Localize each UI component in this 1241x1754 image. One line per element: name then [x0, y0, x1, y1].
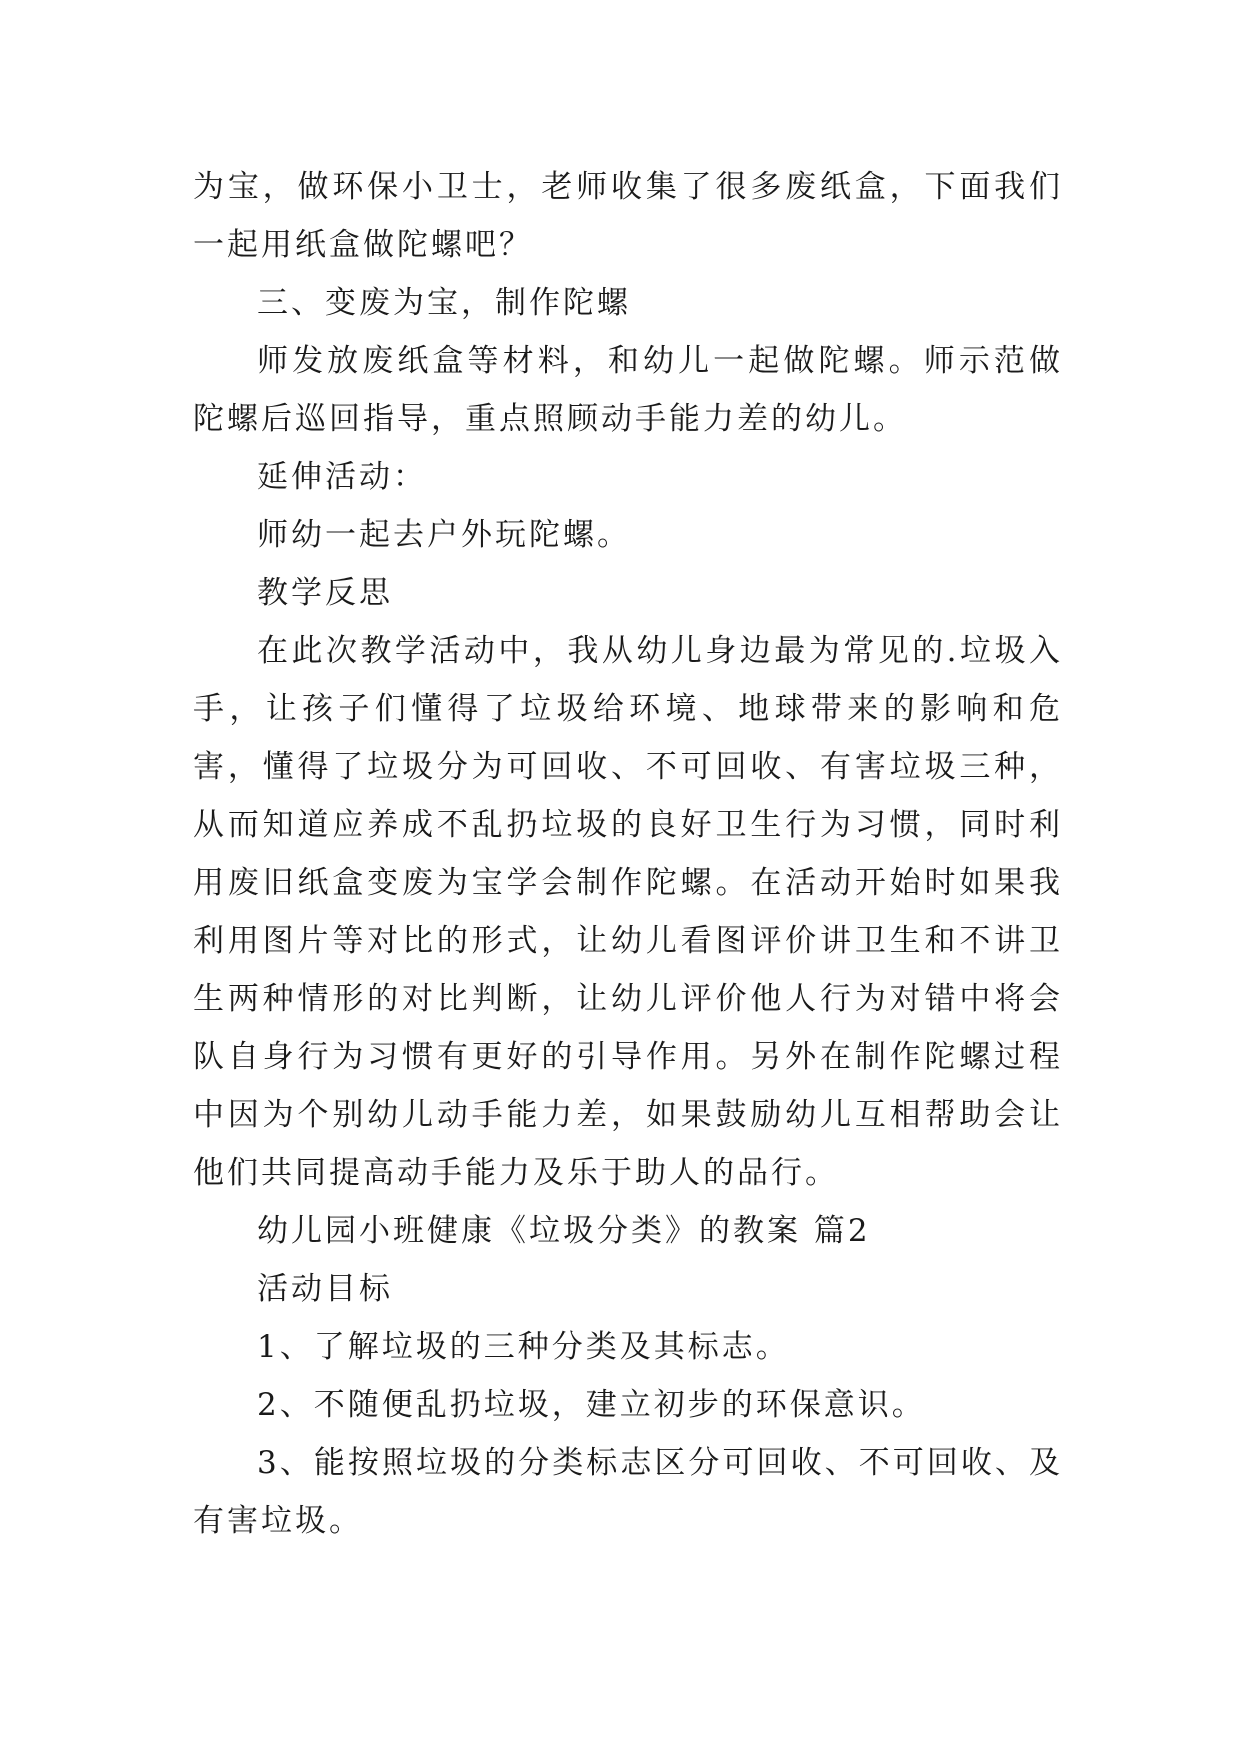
goal-item: 3、能按照垃圾的分类标志区分可回收、不可回收、及有害垃圾。 [193, 1445, 1063, 1539]
goal-item: 1、了解垃圾的三种分类及其标志。 [257, 1329, 790, 1365]
goal-item: 2、不随便乱扔垃圾，建立初步的环保意识。 [257, 1387, 926, 1423]
paragraph-extension: 师幼一起去户外玩陀螺。 [257, 517, 631, 553]
paragraph-continuation: 为宝，做环保小卫士，老师收集了很多废纸盒，下面我们一起用纸盒做陀螺吧？ [193, 169, 1063, 263]
section-heading-goals: 活动目标 [257, 1271, 393, 1307]
section-heading-extension: 延伸活动： [257, 459, 427, 495]
section-heading-make-top: 三、变废为宝，制作陀螺 [257, 285, 631, 321]
lesson-plan-title: 幼儿园小班健康《垃圾分类》的教案 篇2 [257, 1213, 871, 1249]
document-body [193, 158, 1063, 1550]
section-heading-reflection: 教学反思 [257, 575, 393, 611]
paragraph-make-top: 师发放废纸盒等材料，和幼儿一起做陀螺。师示范做陀螺后巡回指导，重点照顾动手能力差的幼儿。 [193, 343, 1063, 437]
paragraph-reflection: 在此次教学活动中，我从幼儿身边最为常见的.垃圾入手，让孩子们懂得了垃圾给环境、地球带来的影响和危害，懂得了垃圾分为可回收、不可回收、有害垃圾三种，从而知道应养成不乱扔垃圾的良好卫生行为习惯，同时利用废旧纸盒变废为宝学会制作陀螺。在活动开始时如果我利用图片等对比的形式，让幼儿看图评价讲卫生和不讲卫生两种情形的对比判断，让幼儿评价他人行为对错中将会队自身行为习惯有更好的引导作用。另外在制作陀螺过程中因为个别幼儿动手能力差，如果鼓励幼儿互相帮助会让他们共同提高动手能力及乐于助人的品行。 [193, 633, 1063, 1191]
